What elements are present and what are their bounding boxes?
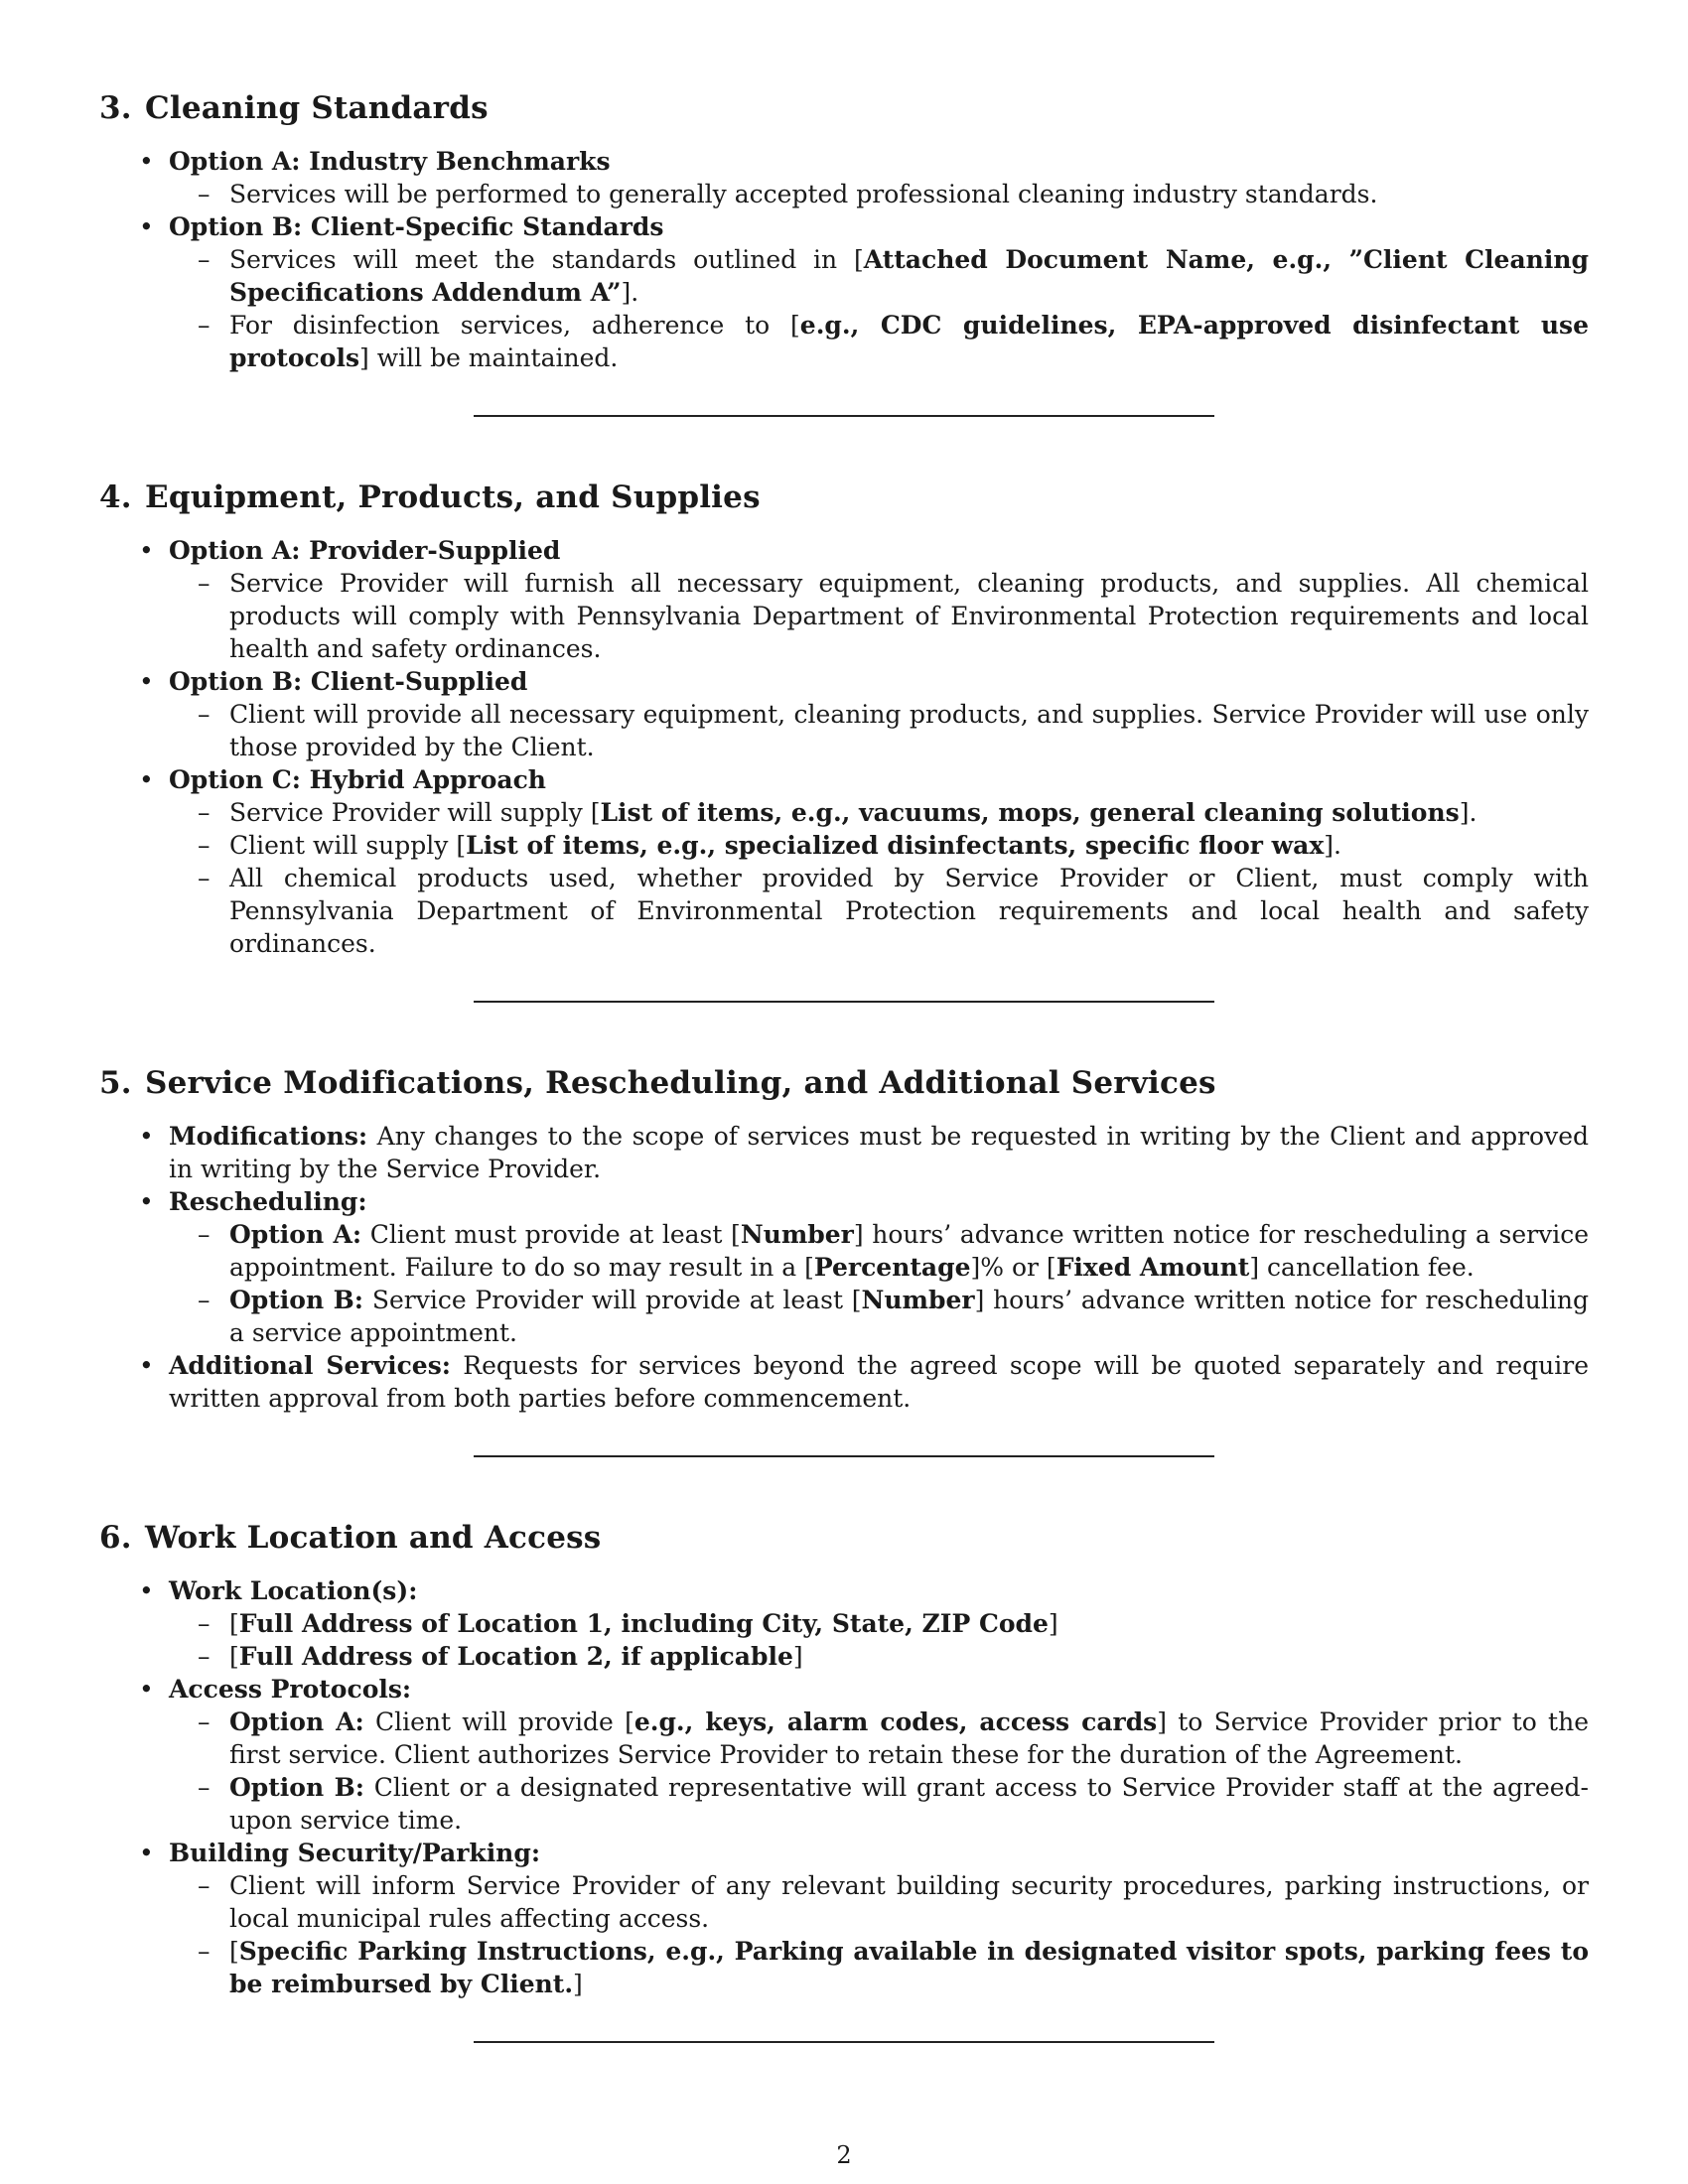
- section-title: Cleaning Standards: [145, 90, 489, 126]
- list-item: [169, 665, 1589, 763]
- section-number: 3.: [99, 90, 132, 126]
- section-heading: [99, 1062, 1589, 1104]
- sub-item-text: Service Provider will furnish all necessary equipment, cleaning products, and supplies. All chemical products will comply with Pennsylvania Department of Environmental Protection requirements and local health and safety ordinances.: [229, 569, 1589, 663]
- option-label: Option A: Provider-Supplied: [169, 536, 561, 565]
- list-item: [169, 1185, 1589, 1349]
- section-work-location: [99, 1517, 1589, 2043]
- placeholder-text: Percentage: [813, 1253, 971, 1282]
- sub-item-text: ] cancellation fee.: [1249, 1253, 1475, 1282]
- section-number: 5.: [99, 1065, 132, 1101]
- term-text: Any changes to the scope of services must be requested in writing by the Client and approved in writing by the Service Provider.: [169, 1122, 1589, 1183]
- section-heading: [99, 477, 1589, 518]
- list-item: [169, 1673, 1589, 1837]
- term-label: Access Protocols:: [169, 1675, 412, 1704]
- term-label: Rescheduling:: [169, 1187, 367, 1216]
- option-label: Option B: Client-Supplied: [169, 667, 528, 696]
- option-label: Option B:: [229, 1773, 364, 1802]
- list-item: [169, 1349, 1589, 1415]
- option-label: Option B: Client-Specific Standards: [169, 212, 664, 241]
- sub-item: [229, 1771, 1589, 1837]
- placeholder-text: Fixed Amount: [1055, 1253, 1250, 1282]
- section-divider: [474, 1455, 1214, 1457]
- sub-item-text: ]% or [: [970, 1253, 1056, 1282]
- sub-item-text: ].: [621, 278, 639, 307]
- list-item: [169, 1120, 1589, 1185]
- sub-item-text: ] to Service Provider prior to the first service. Client authorizes Service Provider to retain these for the duration of the Agreement.: [229, 1707, 1589, 1769]
- options-list: [99, 145, 1589, 374]
- sub-item-text: ] hours’ advance written notice for rescheduling a service appointment. Failure to do so may result in a [: [229, 1220, 1589, 1282]
- option-label: Option A:: [229, 1707, 364, 1736]
- sub-item: [229, 796, 1589, 829]
- section-number: 6.: [99, 1520, 132, 1556]
- list-item: [169, 145, 1589, 210]
- page-number: 2: [836, 2141, 852, 2169]
- sub-item-text: For disinfection services, adherence to [: [229, 311, 800, 340]
- option-label: Option C: Hybrid Approach: [169, 765, 546, 794]
- sub-item-text: Services will be performed to generally accepted professional cleaning industry standards.: [229, 180, 1378, 208]
- sub-item: [229, 1218, 1589, 1284]
- section-equipment: [99, 477, 1589, 1003]
- sub-item: [229, 178, 1589, 210]
- sub-item-text: Client will supply [: [229, 831, 467, 860]
- options-list: [99, 534, 1589, 960]
- sub-item-text: ] hours’ advance written notice for rescheduling a service appointment.: [229, 1286, 1589, 1347]
- section-heading: [99, 87, 1589, 129]
- placeholder-text: Specific Parking Instructions, e.g., Parking available in designated visitor spots, parking fees to be reimbursed by Client.: [229, 1937, 1589, 1998]
- term-label: Modifications:: [169, 1122, 368, 1151]
- sub-item: [229, 309, 1589, 374]
- option-label: Option A: Industry Benchmarks: [169, 147, 611, 176]
- list-item: [169, 210, 1589, 374]
- sub-item: [229, 1284, 1589, 1349]
- placeholder-text: e.g., keys, alarm codes, access cards: [633, 1707, 1158, 1736]
- sub-item: [229, 829, 1589, 862]
- sub-item-text: Services will meet the standards outlined in [: [229, 245, 864, 274]
- document-page: [99, 87, 1589, 2103]
- placeholder-text: Number: [861, 1286, 975, 1314]
- section-title: Equipment, Products, and Supplies: [145, 479, 761, 515]
- term-text: Requests for services beyond the agreed scope will be quoted separately and require written approval from both parties before commencement.: [169, 1351, 1589, 1413]
- option-label: Option A:: [229, 1220, 362, 1249]
- sub-item: [229, 567, 1589, 665]
- term-label: Additional Services:: [169, 1351, 452, 1380]
- sub-item-text: Client or a designated representative will grant access to Service Provider staff at the agreed-upon service time.: [229, 1773, 1590, 1835]
- sub-item: [229, 862, 1589, 960]
- list-item: [169, 1837, 1589, 2000]
- placeholder-text: List of items, e.g., vacuums, mops, general cleaning solutions: [600, 798, 1460, 827]
- sub-item-text: ] will be maintained.: [359, 343, 619, 372]
- sub-item: [229, 698, 1589, 763]
- list-item: [169, 1574, 1589, 1673]
- section-divider: [474, 1001, 1214, 1003]
- terms-list: [99, 1574, 1589, 2000]
- terms-list: [99, 1120, 1589, 1415]
- option-label: Option B:: [229, 1286, 364, 1314]
- sub-item-text: ].: [1324, 831, 1341, 860]
- section-divider: [474, 2041, 1214, 2043]
- list-item: [169, 534, 1589, 665]
- sub-item-text: Service Provider will provide at least [: [371, 1286, 862, 1314]
- term-label: Building Security/Parking:: [169, 1839, 541, 1867]
- section-title: Service Modifications, Rescheduling, and Additional Services: [145, 1065, 1216, 1101]
- sub-item-text: ].: [1459, 798, 1477, 827]
- placeholder-text: List of items, e.g., specialized disinfectants, specific floor wax: [466, 831, 1325, 860]
- list-item: [169, 763, 1589, 960]
- sub-item-text: Client will inform Service Provider of any relevant building security procedures, parking instructions, or local municipal rules affecting access.: [229, 1871, 1589, 1933]
- sub-item: – [Full Address of Location 2, if applicable]: [229, 1640, 1589, 1673]
- section-title: Work Location and Access: [145, 1520, 602, 1556]
- sub-item-text: Client will provide all necessary equipment, cleaning products, and supplies. Service Provider will use only those provided by the Client.: [229, 700, 1589, 761]
- placeholder-text: Full Address of Location 1, including City, State, ZIP Code: [238, 1609, 1049, 1638]
- section-cleaning-standards: [99, 87, 1589, 417]
- sub-item: [229, 243, 1589, 309]
- sub-item: – [Full Address of Location 1, including City, State, ZIP Code]: [229, 1607, 1589, 1640]
- sub-item-text: All chemical products used, whether provided by Service Provider or Client, must comply with Pennsylvania Department of Environmental Protection requirements and local health and safety ordinances.: [229, 864, 1589, 958]
- section-divider: [474, 415, 1214, 417]
- sub-item: [229, 1706, 1589, 1771]
- placeholder-text: Number: [740, 1220, 854, 1249]
- sub-item-text: Service Provider will supply [: [229, 798, 601, 827]
- section-service-modifications: [99, 1062, 1589, 1457]
- term-label: Work Location(s):: [169, 1576, 418, 1605]
- sub-item-text: Client will provide [: [375, 1707, 634, 1736]
- sub-item-text: Client must provide at least [: [369, 1220, 741, 1249]
- placeholder-text: Attached Document Name, e.g., ”Client Cleaning Specifications Addendum A”: [229, 245, 1589, 307]
- section-heading: [99, 1517, 1589, 1559]
- placeholder-text: Full Address of Location 2, if applicable: [238, 1642, 793, 1671]
- sub-item: [229, 1869, 1589, 1935]
- placeholder-text: e.g., CDC guidelines, EPA-approved disinfectant use protocols: [229, 311, 1589, 372]
- section-number: 4.: [99, 479, 132, 515]
- sub-item: – [Specific Parking Instructions, e.g., Parking available in designated visitor spots, parking fees to be reimbursed by Client.]: [229, 1935, 1589, 2000]
